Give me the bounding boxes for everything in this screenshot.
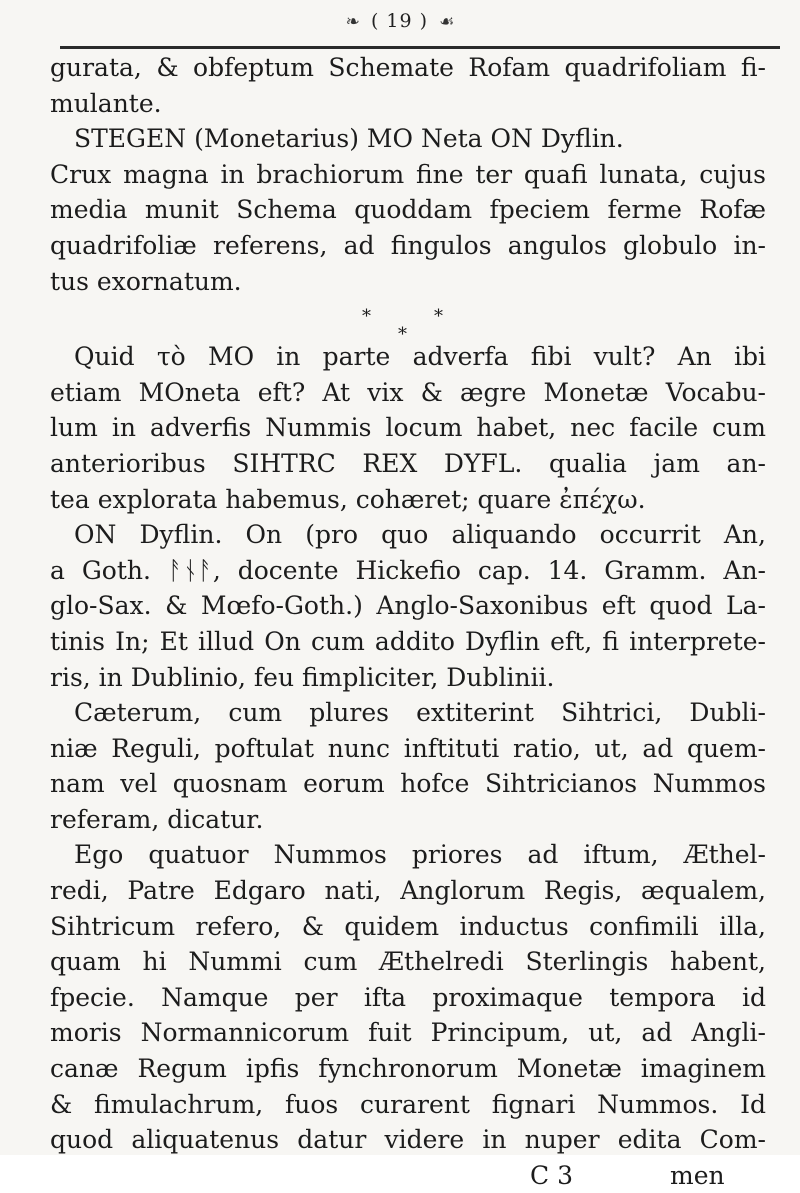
text-line: & fimulachrum, fuos curarent fignari Nummos. Id [50, 1089, 766, 1119]
text-line: tus exornatum. [50, 266, 242, 296]
header-rule [60, 46, 780, 49]
text-line: Quid τὸ MO in parte adverfa fibi vult? An ibi [74, 342, 766, 372]
asterisk-icon: * [362, 306, 371, 328]
text-line: media munit Schema quoddam fpeciem ferme Rofæ [50, 195, 766, 225]
text-line: ON Dyflin. On (pro quo aliquando occurrit An, [74, 520, 766, 550]
text-line: quod aliquatenus datur videre in nuper edita Com- [50, 1125, 766, 1155]
text-line: tinis In; Et illud On cum addito Dyflin eft, fi interprete- [50, 626, 766, 656]
text-line: quam hi Nummi cum Æthelredi Sterlingis habent, [50, 947, 766, 977]
asterism [50, 299, 766, 346]
text-line: niæ Reguli, poftulat nunc inftituti ratio, ut, ad quem- [50, 733, 766, 763]
text-line: glo-Sax. & Mœfo-Goth.) Anglo-Saxonibus eft quod La- [50, 591, 766, 621]
text-line: referam, dicatur. [50, 804, 264, 834]
text-line: Sihtricum refero, & quidem inductus confimili illa, [50, 911, 766, 941]
ornament-right-icon: ☙ [439, 12, 455, 32]
text-line: a Goth. ᚨᚾᚨ, docente Hickefio cap. 14. Gramm. An- [50, 555, 766, 585]
text-line: fpecie. Namque per ifta proximaque tempora id [50, 982, 766, 1012]
text-line: lum in adverfis Nummis locum habet, nec facile cum [50, 413, 766, 443]
text-line: moris Normannicorum fuit Principum, ut, ad Angli- [50, 1018, 766, 1048]
text-line: Ego quatuor Nummos priores ad iftum, Æthel- [74, 840, 766, 870]
text-line: mulante. [50, 88, 162, 118]
ornament-left-icon: ❧ [345, 12, 360, 32]
page-number: ( 19 ) [370, 10, 429, 32]
text-line: canæ Regum ipfis fynchronorum Monetæ imaginem [50, 1054, 766, 1084]
catchword: men [670, 1160, 725, 1190]
running-head [0, 10, 800, 38]
text-line: STEGEN (Monetarius) MO Neta ON Dyflin. [74, 124, 624, 154]
text-line: quadrifoliæ referens, ad fingulos angulos globulo in- [50, 230, 766, 260]
signature-mark: C 3 [530, 1160, 573, 1190]
text-line: Crux magna in brachiorum fine ter quafi lunata, cujus [50, 159, 766, 189]
text-line: nam vel quosnam eorum hofce Sihtricianos Nummos [50, 769, 766, 799]
body-text [50, 50, 766, 1190]
signature-line [50, 1158, 766, 1190]
text-line: anterioribus SIHTRC REX DYFL. qualia jam an- [50, 448, 766, 478]
text-line: Cæterum, cum plures extiterint Sihtrici, Dubli- [74, 698, 766, 728]
text-line: etiam MOneta eft? At vix & ægre Monetæ Vocabu- [50, 377, 766, 407]
text-line: redi, Patre Edgaro nati, Anglorum Regis, æqualem, [50, 876, 766, 906]
asterisk-icon: * [398, 324, 407, 346]
text-line: ris, in Dublinio, feu fimpliciter, Dublinii. [50, 662, 555, 692]
asterisk-icon: * [434, 306, 443, 328]
text-line: gurata, & obfeptum Schemate Rofam quadrifoliam fi- [50, 53, 766, 82]
text-line: tea explorata habemus, cohæret; quare ἐπέχω. [50, 484, 646, 514]
